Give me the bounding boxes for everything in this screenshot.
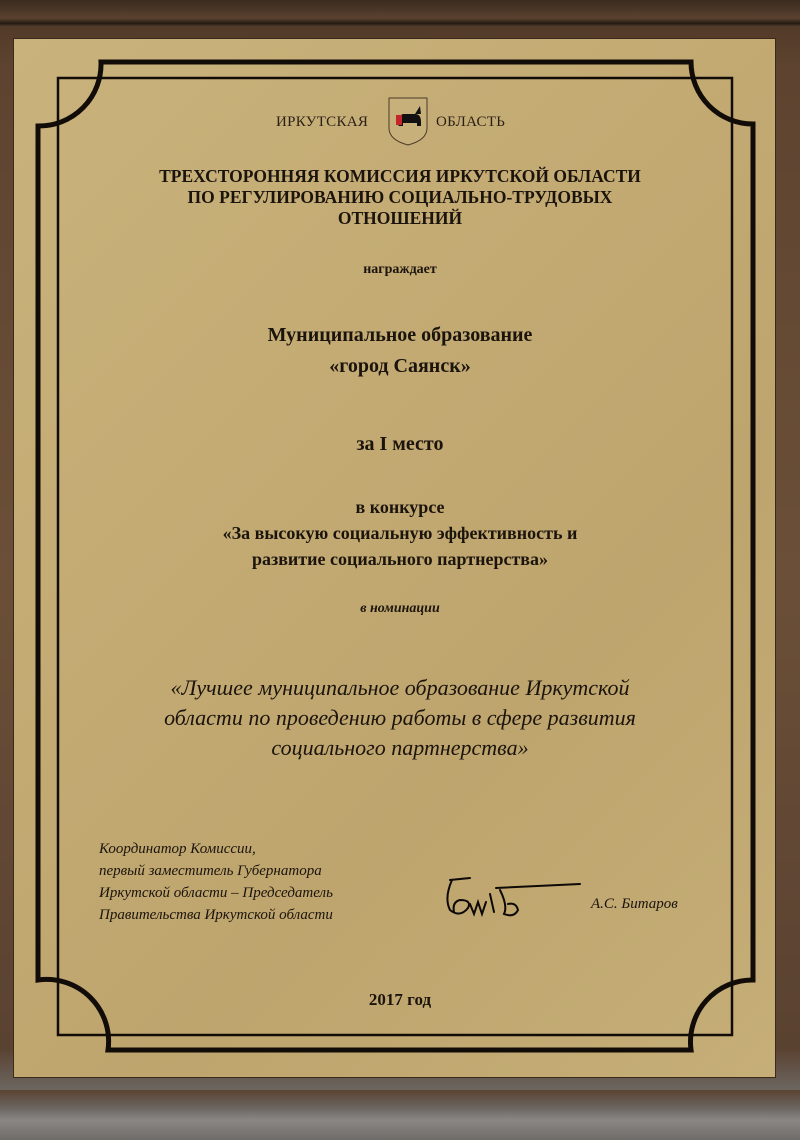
contest-line-1: «За высокую социальную эффективность и	[222, 523, 578, 543]
signatory-title-line: первый заместитель Губернатора	[99, 863, 322, 879]
nomination	[0, 673, 800, 763]
awards-label: награждает	[363, 262, 437, 277]
region-left-text: ИРКУТСКАЯ	[276, 114, 369, 130]
nomination-line-1: «Лучшее муниципальное образование Иркутской	[170, 675, 630, 700]
commission-title	[0, 166, 800, 229]
commission-line-3: ОТНОШЕНИЙ	[337, 208, 463, 228]
contest-intro: в конкурсе	[355, 497, 445, 517]
signatory-title-line: Правительства Иркутской области	[99, 907, 333, 923]
commission-line-2: ПО РЕГУЛИРОВАНИЮ СОЦИАЛЬНО-ТРУДОВЫХ	[187, 187, 613, 207]
commission-line-1: ТРЕХСТОРОННЯЯ КОМИССИЯ ИРКУТСКОЙ ОБЛАСТИ	[159, 166, 641, 186]
nomination-line-2: области по проведению работы в сфере развития	[164, 705, 636, 730]
signatory-title	[99, 838, 333, 926]
recipient-line-2: «город Саянск»	[329, 355, 471, 377]
year-text: 2017 год	[368, 990, 432, 1009]
recipient	[0, 320, 800, 382]
handwritten-signature	[430, 874, 590, 924]
signatory-title-line: Иркутской области – Председатель	[99, 885, 333, 901]
nomination-label: в номинации	[360, 601, 440, 616]
place-text: за I место	[356, 433, 444, 455]
recipient-line-1: Муниципальное образование	[267, 324, 533, 346]
region-right-text: ОБЛАСТЬ	[436, 114, 506, 130]
contest	[0, 494, 800, 572]
contest-line-2: развитие социального партнерства»	[251, 549, 549, 569]
signatory-title-line: Координатор Комиссии,	[99, 841, 256, 857]
irkutsk-crest-icon	[387, 96, 429, 146]
nomination-line-3: социального партнерства»	[271, 735, 529, 760]
signatory-name: А.С. Битаров	[591, 896, 678, 912]
